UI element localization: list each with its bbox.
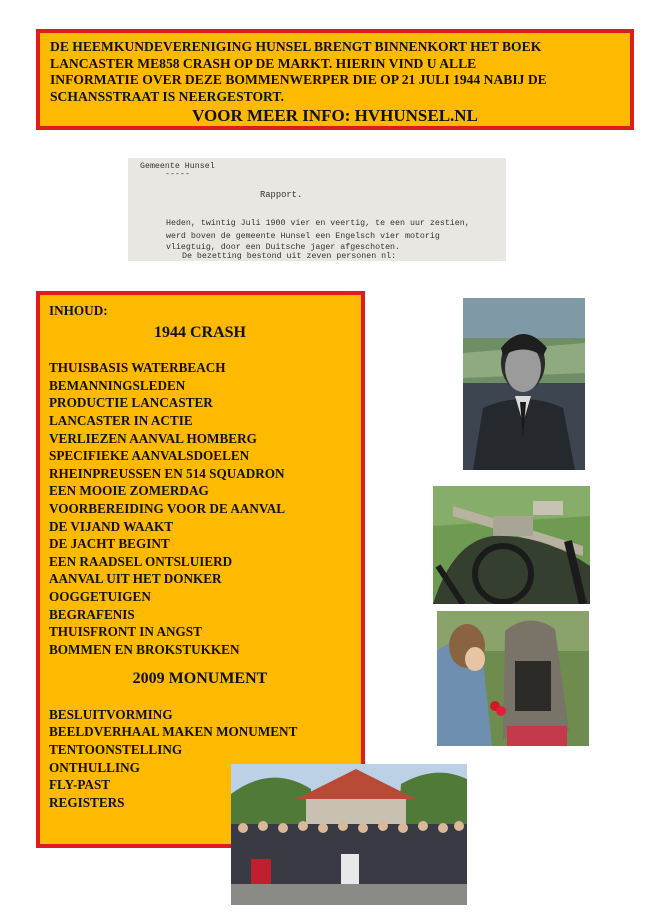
- report-municipality: Gemeente Hunsel: [140, 162, 215, 171]
- toc-item: ONTHULLING: [49, 759, 140, 775]
- toc-item: RHEINPREUSSEN EN 514 SQUADRON: [49, 465, 285, 481]
- police-report-scan: [128, 158, 506, 261]
- monument-girl-photo: [437, 611, 589, 746]
- toc-item: BEMANNINGSLEDEN: [49, 377, 186, 393]
- report-line: Heden, twintig Juli 1900 vier en veertig, te een uur zestien,: [166, 219, 470, 228]
- toc-item: AANVAL UIT HET DONKER: [49, 571, 222, 587]
- toc-item: BEELDVERHAAL MAKEN MONUMENT: [49, 724, 298, 740]
- toc-item: BESLUITVORMING: [49, 706, 173, 722]
- report-line: vliegtuig, door een Duitsche jager afgeschoten.: [166, 243, 401, 252]
- toc-item: VOORBEREIDING VOOR DE AANVAL: [49, 500, 286, 516]
- report-line: werd boven de gemeente Hunsel een Engelsch vier motorig: [166, 232, 440, 241]
- pilot-portrait-photo: [463, 298, 585, 470]
- announcement-banner: [36, 29, 634, 130]
- banner-line: SCHANSSTRAAT IS NEERGESTORT.: [50, 88, 284, 104]
- toc-item: BOMMEN EN BROKSTUKKEN: [49, 641, 240, 657]
- toc-item: DE JACHT BEGINT: [49, 536, 170, 552]
- toc-item: BEGRAFENIS: [49, 606, 135, 622]
- toc-item: TENTOONSTELLING: [49, 742, 183, 758]
- toc-item: PRODUCTIE LANCASTER: [49, 395, 213, 411]
- toc-item: LANCASTER IN ACTIE: [49, 412, 193, 428]
- toc-item: OOGGETUIGEN: [49, 588, 151, 604]
- section-title-monument: 2009 MONUMENT: [132, 670, 268, 688]
- banner-line: LANCASTER ME858 CRASH OP DE MARKT. HIERIN VIND U ALLE: [50, 55, 477, 71]
- aerial-view-photo: [433, 486, 590, 604]
- report-dashes: -----: [165, 170, 190, 179]
- toc-item: EEN MOOIE ZOMERDAG: [49, 483, 209, 499]
- toc-item: THUISFRONT IN ANGST: [49, 624, 202, 640]
- toc-item: DE VIJAND WAAKT: [49, 518, 174, 534]
- toc-item: FLY-PAST: [49, 777, 111, 793]
- report-title: Rapport.: [260, 190, 303, 200]
- report-line: De bezetting bestond uit zeven personen nl:: [182, 252, 397, 261]
- more-info-link[interactable]: VOOR MEER INFO: HVHUNSEL.NL: [192, 106, 478, 126]
- banner-line: INFORMATIE OVER DEZE BOMMENWERPER DIE OP 21 JULI 1944 NABIJ DE: [50, 72, 547, 88]
- toc-item: THUISBASIS WATERBEACH: [49, 360, 226, 376]
- section-title-crash: 1944 CRASH: [153, 323, 246, 341]
- toc-item: VERLIEZEN AANVAL HOMBERG: [49, 430, 257, 446]
- toc-heading: INHOUD:: [49, 303, 108, 318]
- banner-line: DE HEEMKUNDEVERENIGING HUNSEL BRENGT BINNENKORT HET BOEK: [50, 39, 542, 54]
- toc-item: REGISTERS: [49, 794, 125, 810]
- toc-item: EEN RAADSEL ONTSLUIERD: [49, 553, 233, 569]
- crowd-unveiling-photo: [231, 764, 467, 905]
- toc-item: SPECIFIEKE AANVALSDOELEN: [49, 448, 250, 464]
